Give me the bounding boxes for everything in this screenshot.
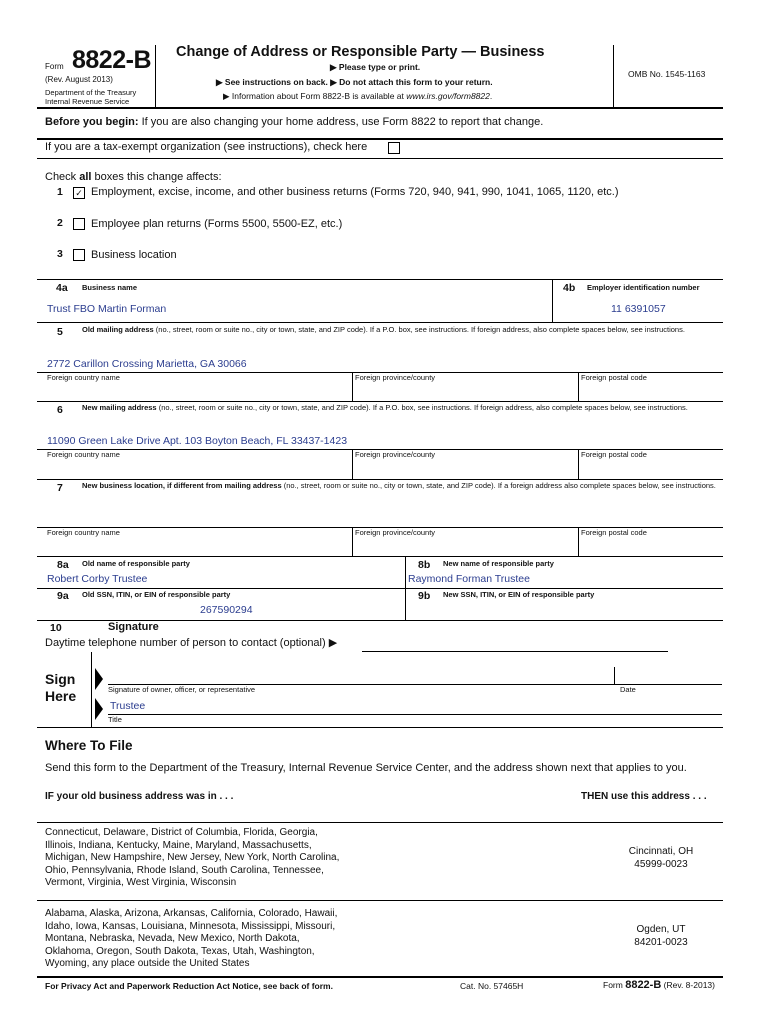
line-5-label [82,325,718,334]
old-responsible-party-field[interactable]: Robert Corby Trustee [47,573,148,585]
line-8b-label: New name of responsible party [443,559,554,568]
line-7-number: 7 [57,482,63,494]
states-2-line: Alabama, Alaska, Arizona, Arkansas, California, Colorado, Hawaii, [45,908,338,919]
check-1-number: 1 [57,186,63,198]
sign-label: Sign [45,671,76,687]
where-to-file-intro: Send this form to the Department of the Treasury, Internal Revenue Service Center, and the address shown next that applies to you. [45,762,687,774]
line-7-title: New business location, if different from mailing address [82,481,282,490]
then-column-header: THEN use this address . . . [581,791,707,802]
business-name-field[interactable]: Trust FBO Martin Forman [47,303,167,315]
line-4b-label: Employer identification number [587,283,700,292]
info-prefix: ▶ Information about Form 8822-B is available at [223,91,407,101]
line-4b-number: 4b [563,282,576,294]
department-line-2: Internal Revenue Service [45,97,130,106]
line-9b-number: 9b [418,590,431,602]
instruction-see-back: ▶ See instructions on back. ▶ Do not attach this form to your return. [216,77,493,87]
line-4a-label: Business name [82,283,138,292]
check-2-number: 2 [57,217,63,229]
instruction-type-print: ▶ Please type or print. [330,62,421,72]
check-3-checkbox[interactable] [73,249,85,261]
line-10-number: 10 [50,622,62,634]
check-all-post: boxes this change affects: [91,171,222,183]
info-suffix: . [489,91,493,101]
address-1-zip: 45999-0023 [634,858,688,870]
states-2-line: Oklahoma, Oregon, South Dakota, Texas, Utah, Washington, [45,945,315,957]
before-you-begin-label: Before you begin: [45,116,139,128]
new-mailing-address-field[interactable]: 11090 Green Lake Drive Apt. 103 Boyton Beach, FL 33437-1423 [47,435,348,447]
department-line-1: Department of the Treasury [45,88,137,97]
tax-exempt-text: If you are a tax-exempt organization (see instructions), check here [45,141,368,153]
tax-exempt-checkbox[interactable] [388,142,400,154]
line-7-label [82,481,718,490]
phone-label: Daytime telephone number of person to contact (optional) ▶ [45,637,338,649]
states-group-2 [45,908,337,971]
line-8a-label: Old name of responsible party [82,559,190,568]
line-6-number: 6 [57,404,63,416]
line-5-foreign-province-label: Foreign province/county [355,373,436,382]
address-1-city: Cincinnati, OH [628,846,694,857]
check-3-number: 3 [57,248,63,260]
address-1 [600,846,722,871]
title-label: Title [108,715,122,724]
line-9a-number: 9a [57,590,69,602]
check-2-checkbox[interactable] [73,218,85,230]
title-field[interactable]: Trustee [110,700,146,712]
old-ssn-ein-field[interactable]: 267590294 [200,604,253,616]
footer-form-rev: (Rev. 8-2013) [661,980,715,990]
line-6-foreign-province-label: Foreign province/county [355,450,436,459]
here-label: Here [45,688,77,704]
line-6-label [82,403,718,412]
check-all-bold: all [79,171,92,183]
states-2-line: Montana, Nebraska, Nevada, New Mexico, North Dakota, [45,933,300,945]
line-5-foreign-country-label: Foreign country name [47,373,120,382]
new-responsible-party-field[interactable]: Raymond Forman Trustee [408,573,530,585]
check-all-instruction [45,171,222,183]
line-6-title: New mailing address [82,403,157,412]
line-5-desc: (no., street, room or suite no., city or town, state, and ZIP code). If a P.O. box, see instructions. If foreign address, also complete spaces below, see instructions. [153,325,685,334]
form-number: 8822-B [72,46,151,74]
footer-form-id [603,979,715,991]
line-9a-label: Old SSN, ITIN, or EIN of responsible party [82,590,231,599]
states-1-line: Michigan, New Hampshire, New Jersey, New York, North Carolina, [45,852,340,864]
line-7-foreign-country-label: Foreign country name [47,528,120,537]
states-1-line: Illinois, Indiana, Kentucky, Maine, Maryland, Massachusetts, [45,839,312,851]
address-2-city: Ogden, UT [636,924,686,935]
line-6-foreign-country-label: Foreign country name [47,450,120,459]
states-1-line: Vermont, Virginia, West Virginia, Wisconsin [45,877,237,889]
form-title: Change of Address or Responsible Party — Business [176,44,545,60]
before-you-begin [45,116,543,128]
states-1-line: Ohio, Pennsylvania, Rhode Island, South Carolina, Tennessee, [45,864,324,876]
title-arrow-icon [95,698,103,720]
line-7-desc: (no., street, room or suite no., city or town, state, and ZIP code). If a foreign address also complete spaces below, see instructions. [281,481,716,490]
line-5-number: 5 [57,326,63,338]
footer-form-number: 8822-B [625,979,662,991]
line-8a-number: 8a [57,559,69,571]
line-9b-label: New SSN, ITIN, or EIN of responsible party [443,590,595,599]
privacy-notice: For Privacy Act and Paperwork Reduction Act Notice, see back of form. [45,981,333,991]
instruction-info-url [223,91,492,102]
form-word: Form [45,62,64,71]
signature-heading: Signature [108,621,159,633]
check-all-pre: Check [45,171,80,183]
line-6-desc: (no., street, room or suite no., city or town, state, and ZIP code). If a P.O. box, see instructions. If foreign address, also complete spaces below, see instructions. [156,403,688,412]
signature-label: Signature of owner, officer, or representative [108,685,256,694]
line-5-title: Old mailing address [82,325,154,334]
check-1-label: Employment, excise, income, and other business returns (Forms 720, 940, 941, 990, 1041, 1065, 1120, etc.) [91,186,619,198]
date-label: Date [620,685,636,694]
address-2 [600,924,722,949]
states-1-line: Connecticut, Delaware, District of Columbia, Florida, Georgia, [45,827,318,838]
before-you-begin-text: If you are also changing your home address, use Form 8822 to report that change. [138,116,544,128]
line-7-foreign-postal-label: Foreign postal code [581,528,647,537]
states-2-line: Wyoming, any place outside the United States [45,958,250,970]
check-3-label: Business location [91,249,177,261]
revision-date: (Rev. August 2013) [45,75,113,84]
where-to-file-heading: Where To File [45,738,133,753]
states-group-1 [45,827,339,890]
line-7-foreign-province-label: Foreign province/county [355,528,436,537]
if-column-header: IF your old business address was in . . . [45,791,234,802]
address-2-zip: 84201-0023 [634,936,688,948]
states-2-line: Idaho, Iowa, Kansas, Louisiana, Minnesota, Mississippi, Missouri, [45,920,336,932]
line-6-foreign-postal-label: Foreign postal code [581,450,647,459]
line-5-foreign-postal-label: Foreign postal code [581,373,647,382]
sign-arrow-icon [95,668,103,690]
catalog-number: Cat. No. 57465H [460,981,524,991]
old-mailing-address-field[interactable]: 2772 Carillon Crossing Marietta, GA 30066 [47,358,247,370]
check-2-label: Employee plan returns (Forms 5500, 5500-EZ, etc.) [91,218,343,230]
line-8b-number: 8b [418,559,431,571]
omb-number: OMB No. 1545-1163 [628,69,706,79]
footer-form-word: Form [603,980,626,990]
check-1-checkbox[interactable]: ✓ [73,187,85,199]
line-4a-number: 4a [56,282,68,294]
ein-field[interactable]: 11 6391057 [611,303,666,315]
irs-url-link[interactable]: www.irs.gov/form8822 [406,91,490,101]
phone-field[interactable] [362,651,668,652]
